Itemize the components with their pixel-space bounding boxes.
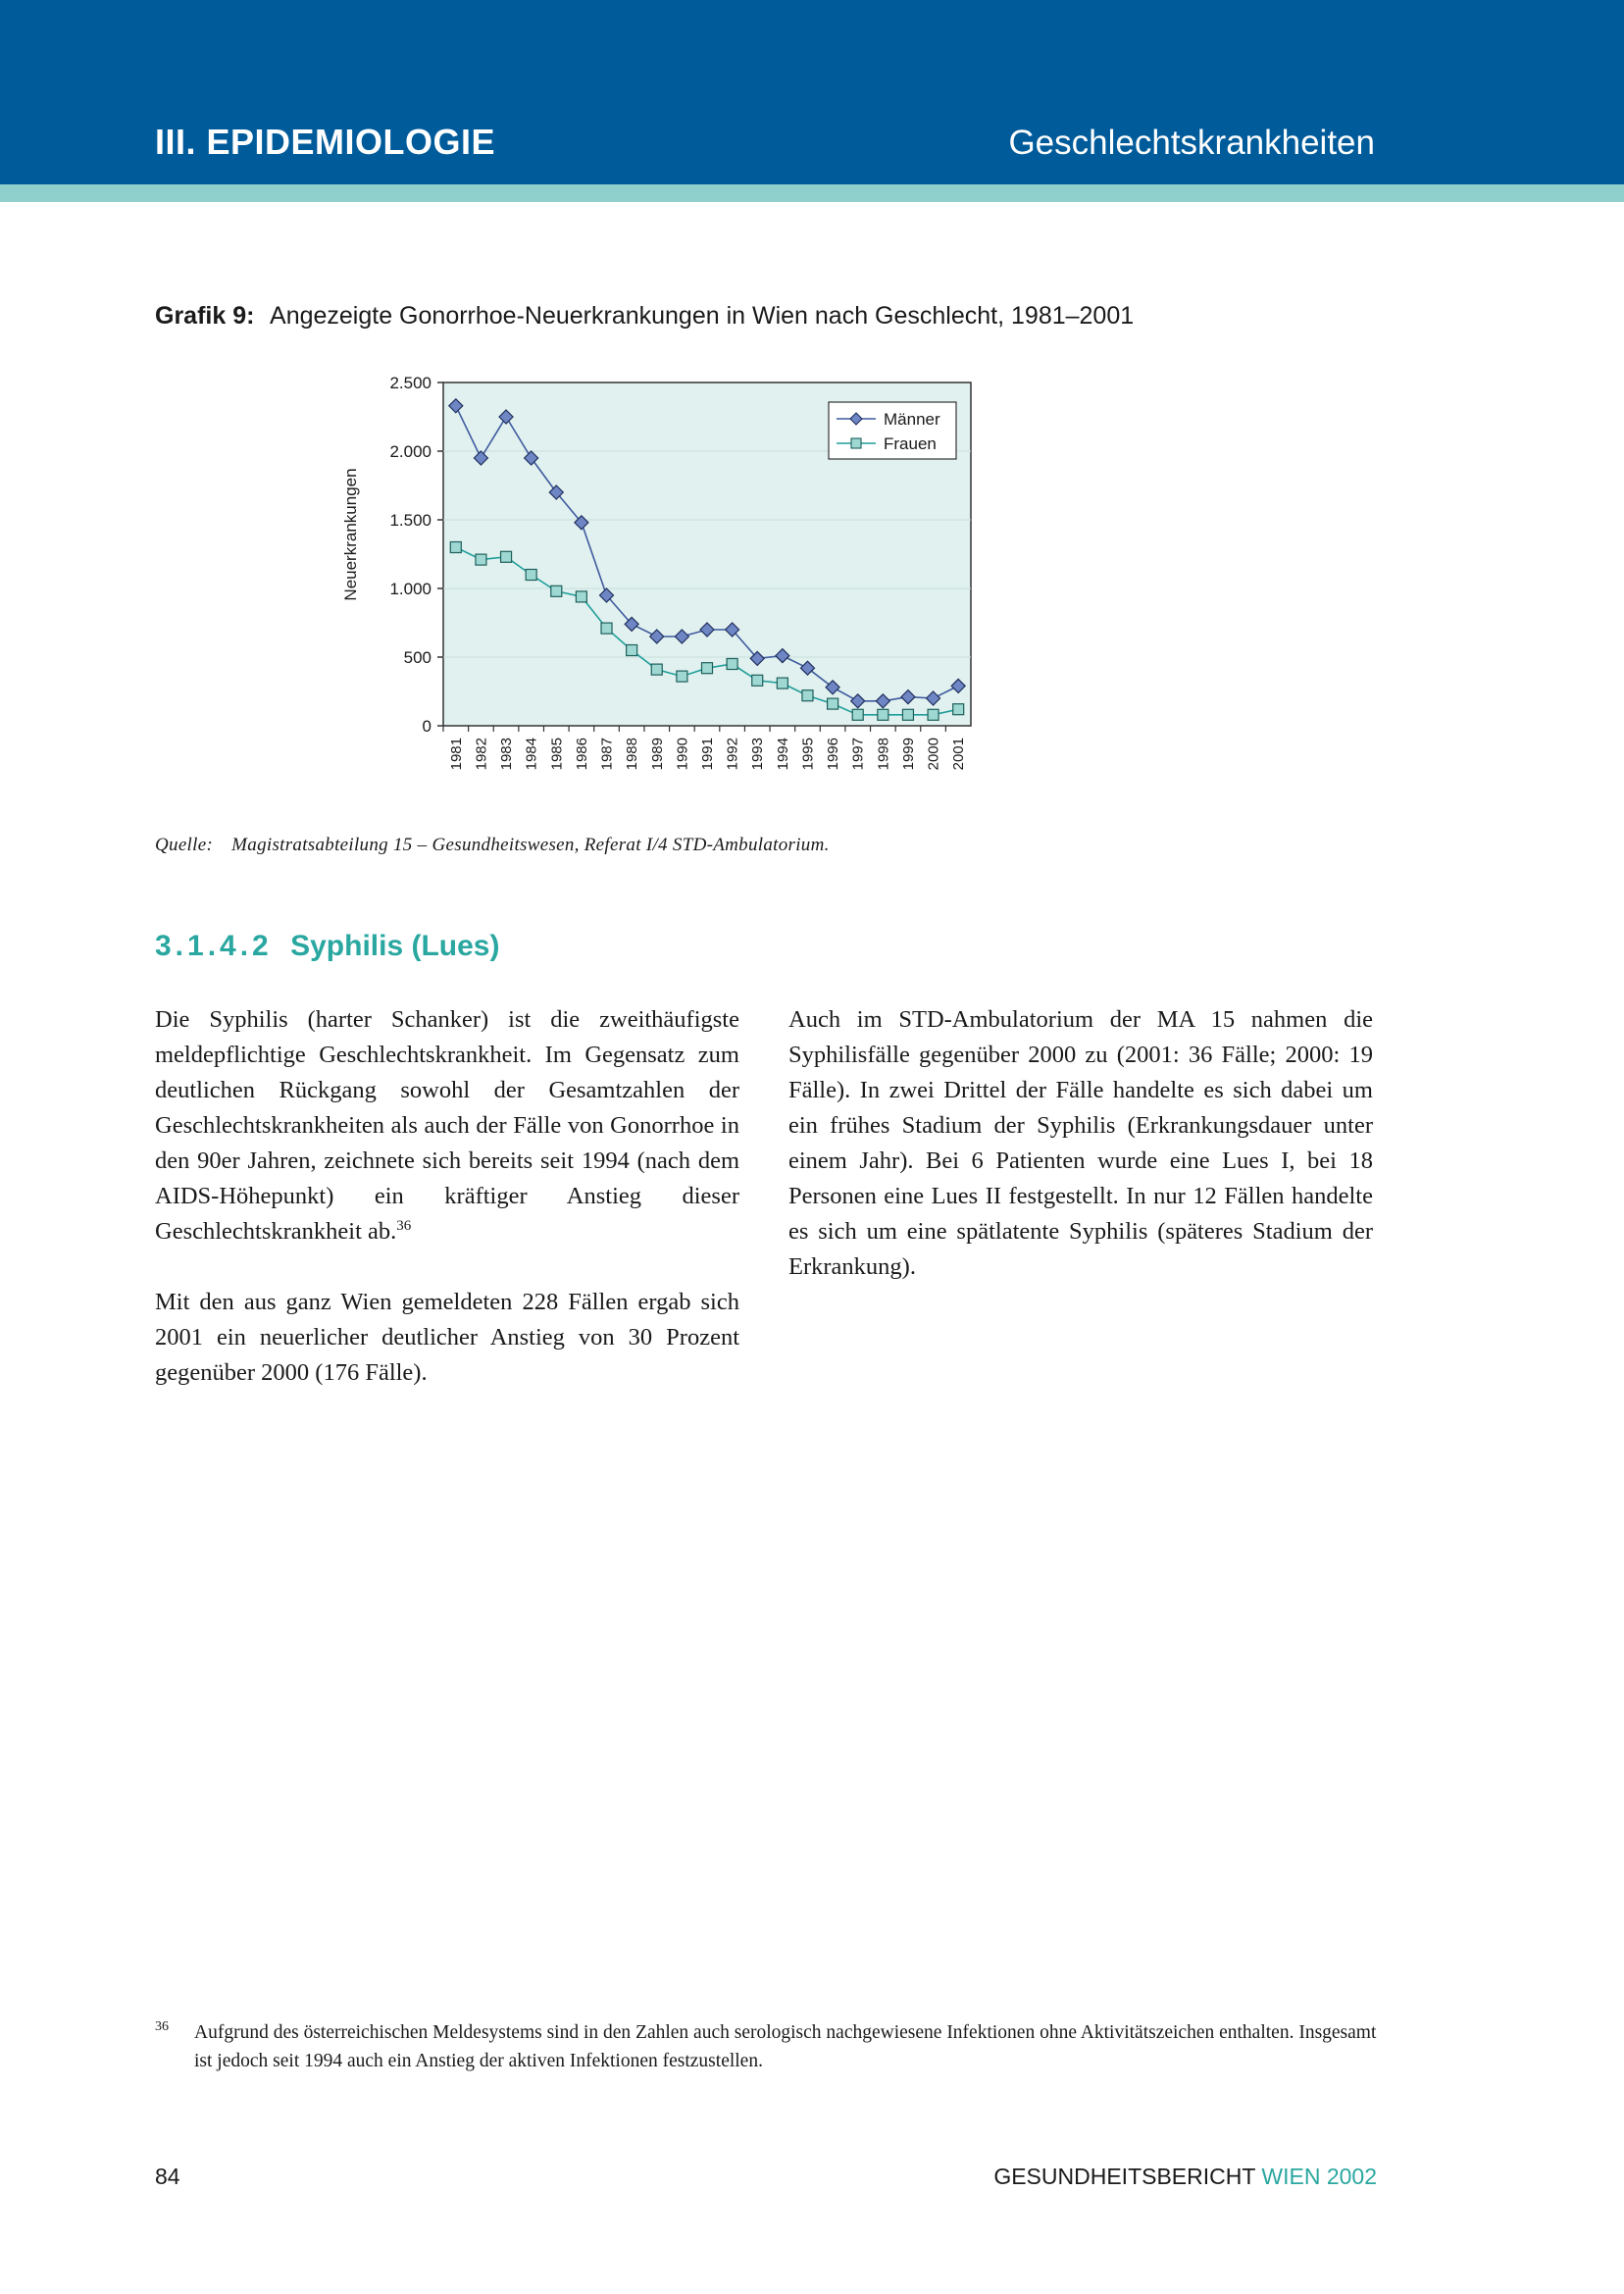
footer-brand-main: GESUNDHEITSBERICHT	[993, 2164, 1255, 2189]
data-point-frauen	[902, 709, 913, 720]
data-point-frauen	[828, 698, 838, 709]
gonorrhoe-line-chart	[324, 363, 1108, 785]
data-point-frauen	[953, 704, 964, 715]
chapter-title: III. EPIDEMIOLOGIE	[155, 122, 496, 162]
x-tick-label: 1991	[699, 738, 716, 771]
data-point-frauen	[928, 709, 939, 720]
x-tick-label: 1997	[849, 738, 867, 771]
y-tick-label: 0	[422, 717, 431, 736]
topic-title: Geschlechtskrankheiten	[1008, 124, 1375, 162]
y-tick-label: 1.500	[389, 511, 431, 530]
data-point-frauen	[576, 591, 586, 602]
x-tick-label: 1987	[598, 738, 616, 771]
footer-brand	[993, 2164, 1377, 2190]
x-tick-label: 1988	[624, 738, 641, 771]
source-label: Quelle:	[155, 835, 214, 855]
text-column-right	[788, 1002, 1373, 1320]
x-tick-label: 1983	[498, 738, 516, 771]
data-point-frauen	[727, 659, 737, 670]
data-point-frauen	[551, 586, 562, 596]
y-tick-label: 1.000	[389, 580, 431, 598]
data-point-frauen	[526, 570, 536, 581]
x-tick-label: 1995	[799, 738, 817, 771]
data-point-frauen	[852, 709, 863, 720]
x-tick-label: 1981	[447, 738, 465, 771]
x-tick-label: 1986	[573, 738, 590, 771]
source-text: Magistratsabteilung 15 – Gesundheitswesen, Referat I/4 STD-Ambulatorium.	[231, 835, 830, 855]
x-tick-label: 1998	[875, 738, 892, 771]
data-point-frauen	[601, 623, 612, 634]
x-tick-label: 1990	[674, 738, 691, 771]
data-point-frauen	[802, 690, 813, 701]
x-tick-label: 1994	[774, 738, 791, 771]
data-point-frauen	[752, 675, 763, 686]
page-number: 84	[155, 2164, 180, 2189]
data-point-frauen	[677, 671, 687, 682]
footer-brand-accent: WIEN 2002	[1261, 2164, 1377, 2189]
paragraph: Auch im STD-Ambulatorium der MA 15 nahmen die Syphilisfälle gegenüber 2000 zu (2001: 36 Fälle; 2000: 19 Fälle). In zwei Drittel der Fälle handelte es sich dabei um ein frühes Stadium der Syphilis (Erkrankungsdauer unter einem Jahr). Bei 6 Patienten wurde eine Lues I, bei 18 Personen eine Lues II festgestellt. In nur 12 Fällen handelte es sich um eine spätlatente Syphilis (späteres Stadium der Erkrankung).	[788, 1006, 1373, 1280]
data-point-frauen	[501, 551, 512, 562]
data-point-frauen	[878, 709, 888, 720]
paragraph: Mit den aus ganz Wien gemeldeten 228 Fällen ergab sich 2001 ein neuerlicher deutlicher Anstieg von 30 Prozent gegenüber 2000 (176 Fälle).	[155, 1289, 739, 1386]
y-tick-label: 2.000	[389, 442, 431, 461]
footnote-number: 36	[155, 2019, 169, 2034]
figure-caption	[155, 302, 1134, 331]
y-tick-label: 500	[403, 648, 431, 667]
figure-title: Angezeigte Gonorrhoe-Neuerkrankungen in Wien nach Geschlecht, 1981–2001	[270, 302, 1135, 330]
x-tick-label: 1999	[899, 738, 917, 771]
data-point-frauen	[627, 645, 637, 656]
legend-label: Frauen	[884, 434, 937, 453]
x-tick-label: 1989	[648, 738, 666, 771]
section-heading	[155, 930, 499, 963]
data-point-frauen	[450, 542, 461, 553]
x-tick-label: 1993	[749, 738, 767, 771]
footnote-text: Aufgrund des österreichischen Meldesystems sind in den Zahlen auch serologisch nachgewiesene Infektionen ohne Aktivitätszeichen enthalten. Insgesamt ist jedoch seit 1994 auch ein Anstieg der aktiven Infektionen festzustellen.	[194, 2022, 1377, 2071]
section-number: 3.1.4.2	[155, 930, 273, 962]
x-tick-label: 1982	[473, 738, 490, 771]
data-point-frauen	[702, 663, 713, 674]
y-axis-label: Neuerkrankungen	[341, 468, 360, 601]
footnote	[155, 2018, 1377, 2075]
source-note	[155, 835, 830, 856]
x-tick-label: 1996	[825, 738, 842, 771]
legend-label: Männer	[884, 410, 940, 429]
data-point-frauen	[777, 678, 787, 688]
x-tick-label: 2001	[950, 738, 968, 771]
x-tick-label: 1984	[523, 738, 540, 771]
section-title: Syphilis (Lues)	[290, 930, 500, 962]
data-point-frauen	[476, 554, 486, 565]
header-stripe	[0, 184, 1624, 202]
x-tick-label: 1992	[724, 738, 741, 771]
data-point-frauen	[651, 664, 662, 675]
y-tick-label: 2.500	[389, 374, 431, 392]
paragraph	[155, 1002, 739, 1249]
figure-label: Grafik 9:	[155, 302, 255, 330]
paragraph-text: Die Syphilis (harter Schanker) ist die zweithäufigste meldepflichtige Geschlechtskrankheit. Im Gegensatz zum deutlichen Rückgang sowohl der Gesamtzahlen der Geschlechtskrankheiten als auch der Fälle von Gonorrhoe in den 90er Jahren, zeichnete sich bereits seit 1994 (nach dem AIDS-Höhepunkt) ein kräftiger Anstieg dieser Geschlechtskrankheit ab.	[155, 1006, 739, 1245]
footnote-ref[interactable]: 36	[396, 1217, 412, 1234]
x-tick-label: 1985	[548, 738, 566, 771]
x-tick-label: 2000	[925, 738, 942, 771]
text-column-left	[155, 1002, 739, 1426]
legend-marker-frauen	[851, 438, 861, 448]
